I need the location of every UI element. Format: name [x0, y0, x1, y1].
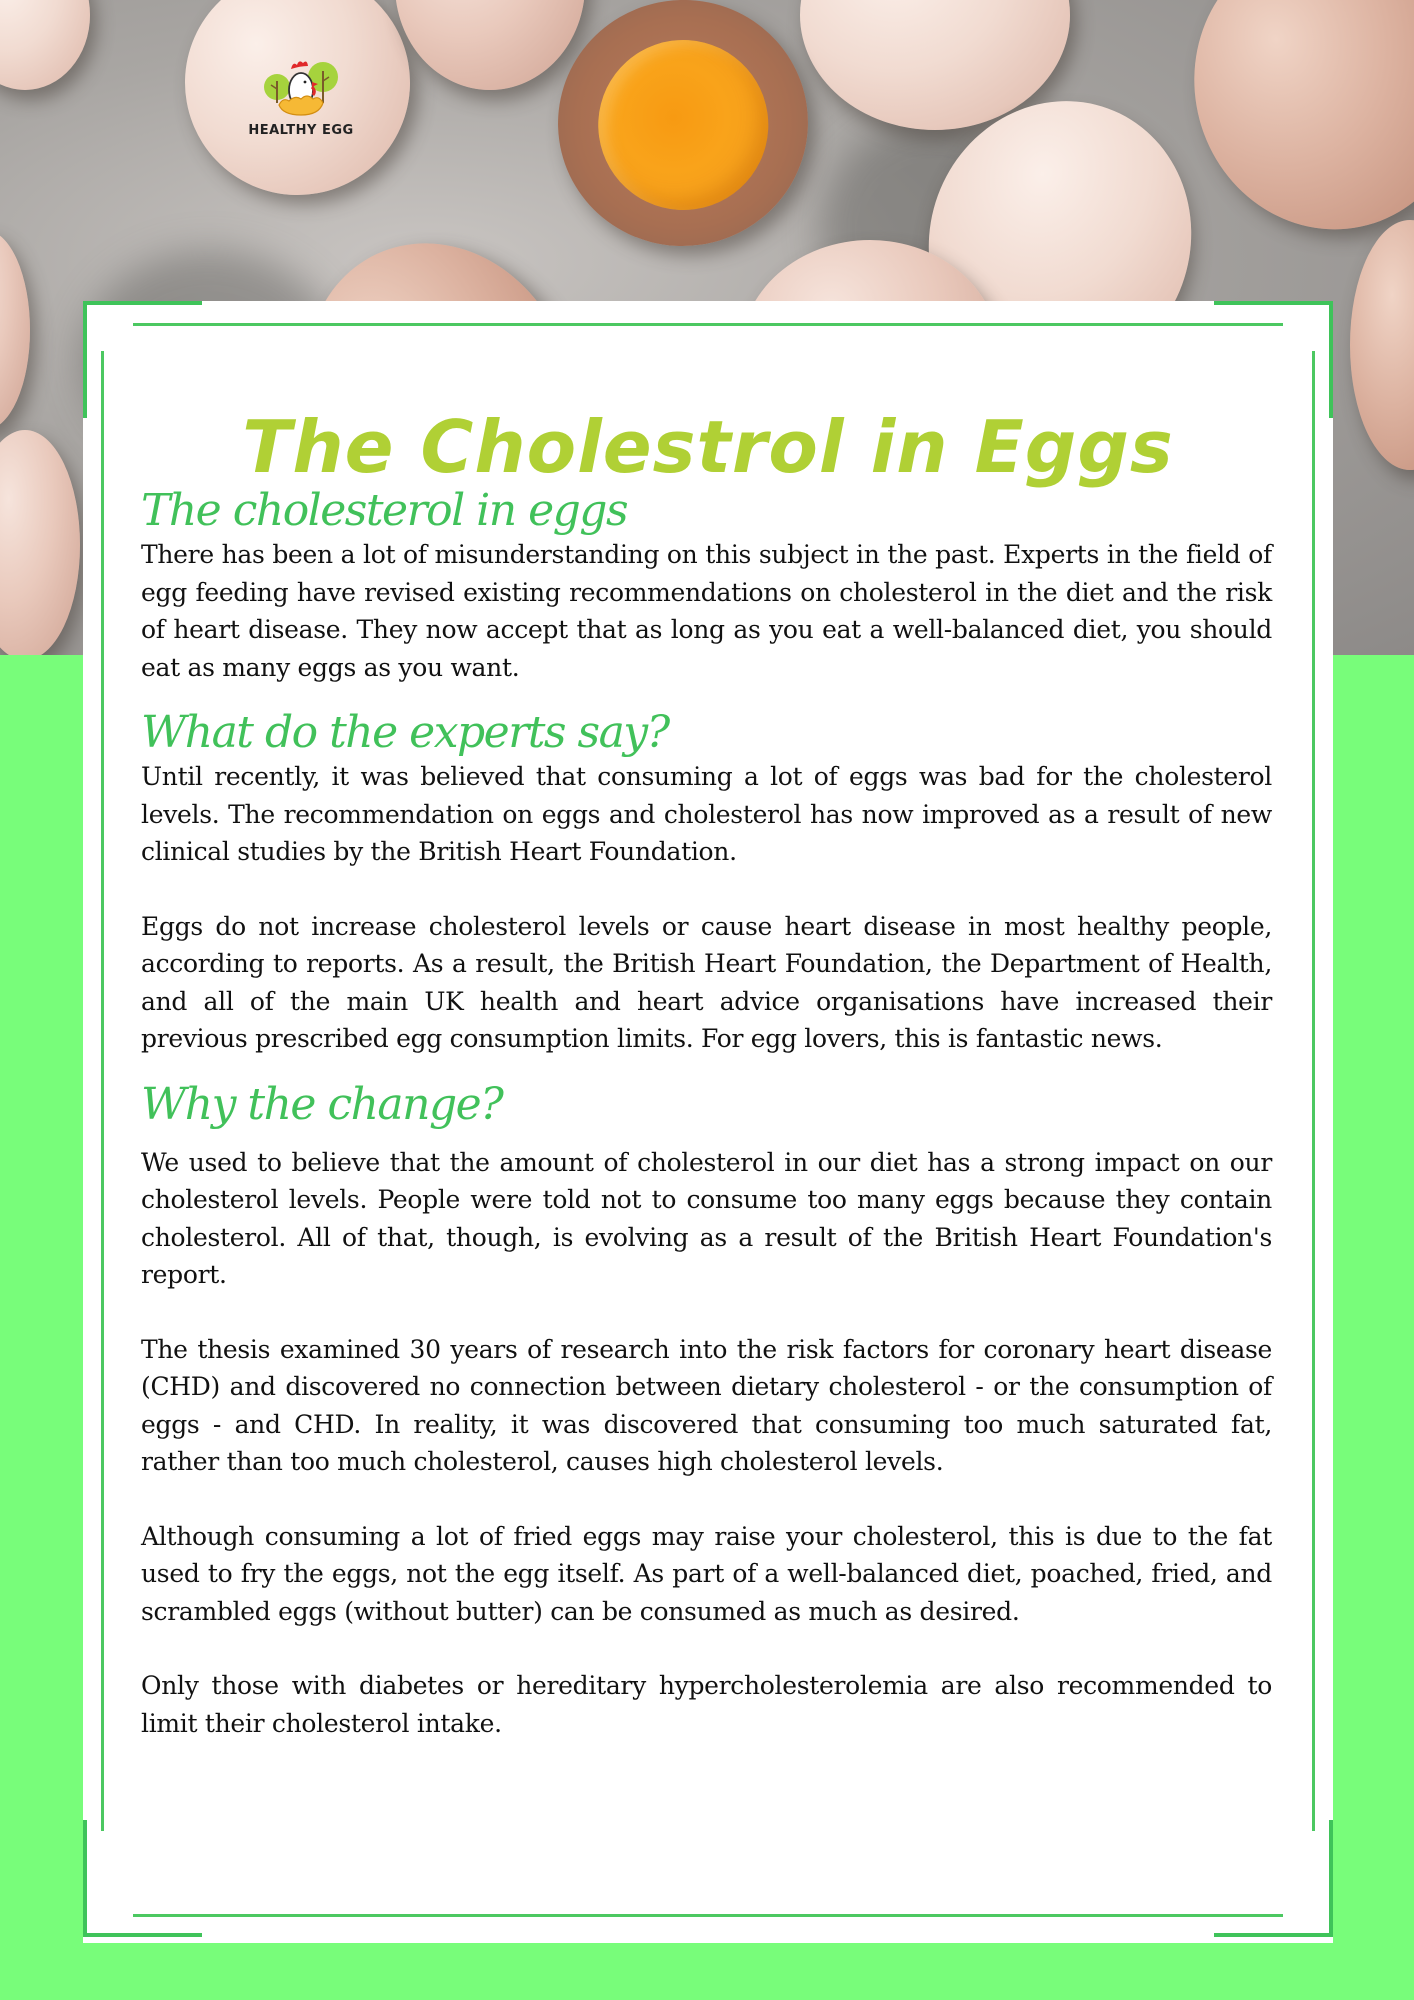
egg	[0, 230, 30, 430]
page-title: The Cholestrol in Eggs	[242, 405, 1174, 490]
egg	[395, 0, 585, 90]
paragraph: Only those with diabetes or hereditary hypercholesterolemia are also recommended to limit their cholesterol intake.	[141, 1671, 1272, 1738]
frame-corner-bottom-left	[83, 1820, 202, 1937]
frame-rule-bottom	[133, 1914, 1283, 1917]
cracked-egg-with-yolk	[542, 0, 824, 262]
frame-rule-right	[1312, 351, 1315, 1831]
paragraph: The thesis examined 30 years of research into the risk factors for coronary heart disease (CHD) and discovered no connection between dietary cholesterol - or the consumption of eggs - and CHD. In reality, it was discovered that consuming too much saturated fat, rather than too much cholesterol, causes high cholesterol levels.	[141, 1334, 1272, 1476]
paragraph: We used to believe that the amount of cholesterol in our diet has a strong impact on our cholesterol levels. People were told not to consume too many eggs because they contain cholesterol. All of that, though, is evolving as a result of the British Heart Foundation's report.	[141, 1147, 1272, 1289]
egg	[0, 430, 80, 655]
egg	[1162, 0, 1414, 260]
frame-rule-top	[133, 323, 1283, 326]
section-heading: What do the experts say?	[141, 707, 669, 758]
frame-rule-left	[101, 351, 104, 1831]
egg-yolk	[587, 29, 779, 221]
paragraph: Eggs do not increase cholesterol levels or cause heart disease in most healthy people, according to reports. As a result, the British Heart Foundation, the Department of Health, and all of the main UK health and heart advice organisations have increased their previous prescribed egg consumption limits. For egg lovers, this is fantastic news.	[141, 911, 1272, 1053]
paragraph: Until recently, it was believed that consuming a lot of eggs was bad for the cholesterol levels. The recommendation on eggs and cholesterol has now improved as a result of new clinical studies by the British Heart Foundation.	[141, 762, 1272, 866]
paragraph: Although consuming a lot of fried eggs may raise your cholesterol, this is due to the fat used to fry the eggs, not the egg itself. As part of a well-balanced diet, poached, fried, and scrambled eggs (without butter) can be consumed as much as desired.	[141, 1521, 1272, 1626]
paragraph: There has been a lot of misunderstanding on this subject in the past. Experts in the field of egg feeding have revised existing recommendations on cholesterol in the diet and the risk of heart disease. They now accept that as long as you eat a well-balanced diet, you should eat as many eggs as you want.	[141, 540, 1272, 682]
logo-text: HEALTHY EGG	[248, 123, 354, 138]
article-card	[83, 301, 1333, 1943]
hen-on-nest-icon	[261, 55, 341, 121]
egg	[1350, 220, 1414, 470]
healthy-egg-logo	[238, 55, 364, 145]
article-body	[141, 486, 1272, 1742]
section-heading: The cholesterol in eggs	[141, 485, 628, 536]
section-heading: Why the change?	[141, 1078, 503, 1130]
frame-corner-top-right	[1214, 301, 1333, 418]
frame-corner-bottom-right	[1214, 1820, 1333, 1937]
egg	[0, 0, 90, 90]
